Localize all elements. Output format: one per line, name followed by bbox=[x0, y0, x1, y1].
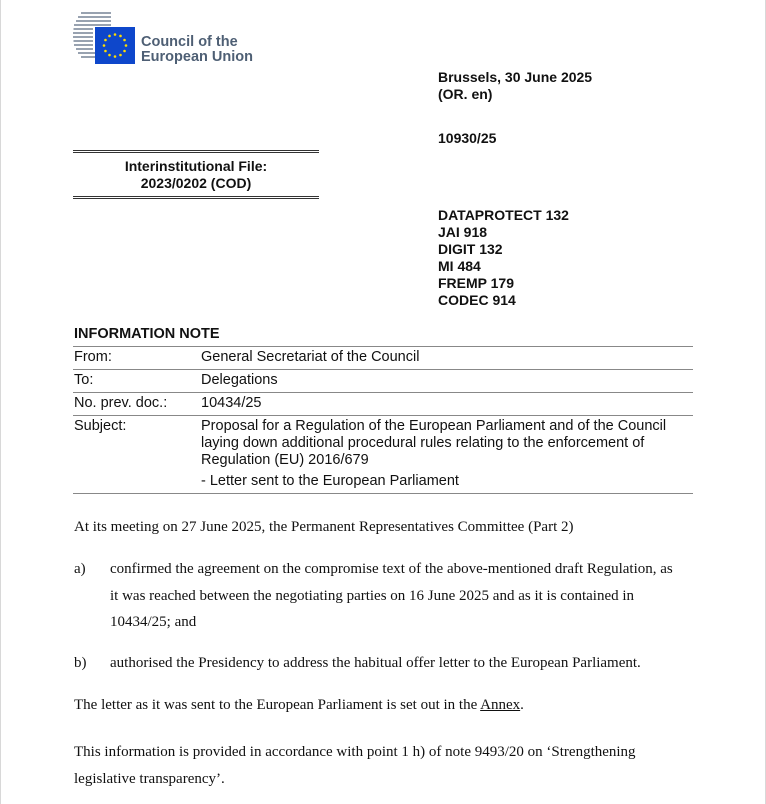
meta-row-prev-doc bbox=[73, 392, 693, 415]
subject-line: Regulation (EU) 2016/679 bbox=[201, 452, 369, 468]
code-item: DIGIT 132 bbox=[438, 241, 503, 257]
list-item-b bbox=[74, 650, 694, 677]
meta-row-to bbox=[73, 369, 693, 392]
text-line: authorised the Presidency to address the habitual offer letter to the European Parliament. bbox=[110, 655, 641, 671]
original-language: (OR. en) bbox=[438, 86, 493, 102]
annex-link[interactable]: Annex bbox=[480, 697, 521, 713]
emblem-star bbox=[108, 54, 111, 57]
council-logo-text bbox=[141, 35, 253, 65]
text-line: This information is provided in accordance with point 1 h) of note 9493/20 on ‘Strengthening bbox=[74, 744, 636, 760]
classification-codes bbox=[438, 207, 569, 309]
meta-value: Delegations bbox=[201, 372, 278, 388]
text-line: it was reached between the negotiating parties on 16 June 2025 and as it is contained in bbox=[110, 587, 635, 604]
eu-council-emblem-icon bbox=[73, 10, 137, 68]
subject-extra: - Letter sent to the European Parliament bbox=[201, 473, 459, 489]
meta-value bbox=[201, 416, 693, 493]
code-item: DATAPROTECT 132 bbox=[438, 207, 569, 223]
letter-paragraph bbox=[74, 697, 694, 714]
emblem-star bbox=[104, 50, 107, 53]
emblem-star bbox=[114, 33, 117, 36]
emblem-star bbox=[125, 44, 128, 47]
emblem-star bbox=[123, 50, 126, 53]
list-marker: a) bbox=[74, 561, 86, 577]
list-item-text bbox=[110, 650, 694, 677]
info-paragraph bbox=[74, 739, 694, 792]
interinstitutional-label: Interinstitutional File: bbox=[124, 158, 268, 174]
meta-value: General Secretariat of the Council bbox=[201, 349, 420, 365]
text-line: confirmed the agreement on the compromise text of the above-mentioned draft Regulation, as bbox=[110, 561, 673, 577]
list-item-text bbox=[110, 556, 694, 636]
emblem-star bbox=[123, 39, 126, 42]
logo-line-1: Council of the bbox=[141, 34, 238, 50]
page-left-border bbox=[0, 0, 1, 804]
interinstitutional-number: 2023/0202 (COD) bbox=[140, 175, 252, 191]
code-item: FREMP 179 bbox=[438, 275, 514, 291]
meta-value: 10434/25 bbox=[201, 395, 262, 411]
letter-suffix: . bbox=[520, 697, 524, 713]
letter-text: The letter as it was sent to the European Parliament is set out in the bbox=[74, 697, 481, 713]
meta-label: Subject: bbox=[74, 418, 127, 434]
code-item: JAI 918 bbox=[438, 224, 488, 240]
emblem-star bbox=[108, 35, 111, 38]
logo-line-2: European Union bbox=[141, 49, 253, 65]
place-date: Brussels, 30 June 2025 bbox=[438, 69, 593, 85]
code-item: MI 484 bbox=[438, 258, 481, 274]
emblem-star bbox=[104, 39, 107, 42]
place-date-block bbox=[438, 69, 592, 103]
note-title: INFORMATION NOTE bbox=[74, 326, 220, 342]
meta-label: No. prev. doc.: bbox=[74, 395, 168, 411]
council-logo bbox=[73, 10, 283, 68]
list-marker: b) bbox=[74, 655, 87, 671]
document-number: 10930/25 bbox=[438, 130, 497, 146]
text-line: 10434/25; and bbox=[110, 614, 197, 630]
list-item-a bbox=[74, 556, 694, 636]
emblem-star bbox=[114, 55, 117, 58]
emblem-star bbox=[119, 35, 122, 38]
intro-paragraph: At its meeting on 27 June 2025, the Permanent Representatives Committee (Part 2) bbox=[74, 519, 574, 535]
text-line: legislative transparency’. bbox=[74, 770, 225, 787]
subject-line: Proposal for a Regulation of the European Parliament and of the Council bbox=[201, 418, 667, 434]
meta-row-from bbox=[73, 346, 693, 369]
emblem-star bbox=[119, 54, 122, 57]
subject-line: laying down additional procedural rules relating to the enforcement of bbox=[201, 435, 645, 451]
meta-row-subject bbox=[73, 415, 693, 494]
note-metadata-table bbox=[73, 346, 693, 494]
meta-label: From: bbox=[74, 349, 112, 365]
meta-label: To: bbox=[74, 372, 94, 388]
emblem-star bbox=[103, 44, 106, 47]
code-item: CODEC 914 bbox=[438, 292, 516, 308]
interinstitutional-file-box bbox=[73, 150, 319, 199]
